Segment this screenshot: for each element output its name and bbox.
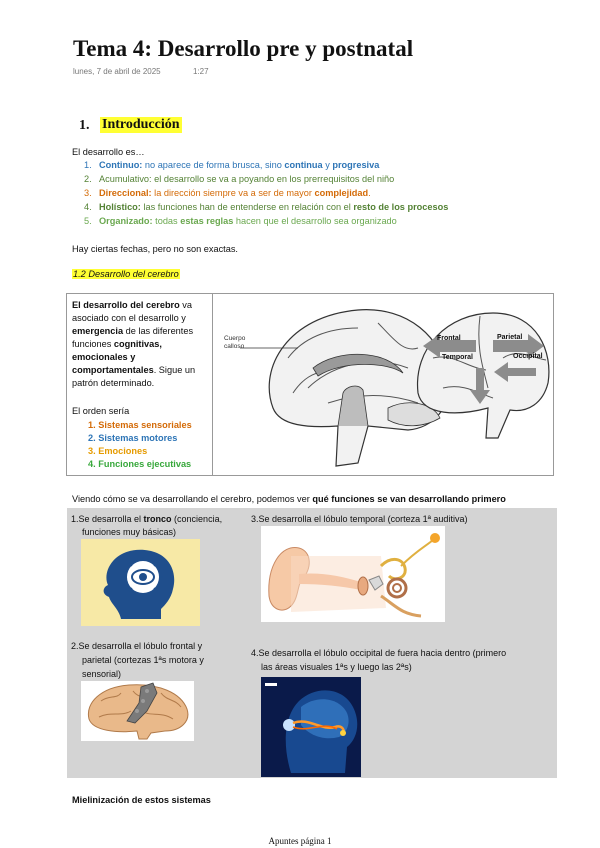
subsection-heading: 1.2 Desarrollo del cerebro <box>73 269 179 279</box>
list-number: 3. <box>84 188 92 198</box>
label-frontal: Frontal <box>437 335 461 342</box>
page-date: lunes, 7 de abril de 2025 <box>73 67 161 76</box>
page-footer: Apuntes página 1 <box>268 836 332 846</box>
page-time: 1:27 <box>193 67 209 76</box>
closing-text: Mielinización de estos sistemas <box>72 795 211 805</box>
list-number: 4. <box>84 202 92 212</box>
list-number: 5. <box>84 216 92 226</box>
step-2-line: parietal (cortezas 1ªs motora y <box>82 655 204 665</box>
list-item: Organizado: todas estas reglas hacen que el desarrollo sea organizado <box>99 216 397 226</box>
step-2-line: sensorial) <box>82 669 122 679</box>
order-item: 3. Emociones <box>88 446 148 456</box>
list-item: Holístico: las funciones han de entenderse en relación con el resto de los procesos <box>99 202 449 212</box>
list-number: 1. <box>84 160 92 170</box>
list-item: Direccional: la dirección siempre va a ser de mayor complejidad. <box>99 188 371 198</box>
list-item: Acumulativo: el desarrollo se va a poyando en los prerrequisitos del niño <box>99 174 395 184</box>
paragraph-line: emergencia de las diferentes <box>72 326 194 336</box>
section-heading: Introducción <box>102 117 180 132</box>
step-4-line: 4.Se desarrolla el lóbulo occipital de fuera hacia dentro (primero <box>251 648 507 658</box>
paragraph-line: emocionales y <box>72 352 136 362</box>
order-item: 2. Sistemas motores <box>88 433 178 443</box>
section-number: 1. <box>79 118 90 133</box>
step-3-line: 3.Se desarrolla el lóbulo temporal (corteza 1ª auditiva) <box>251 514 468 524</box>
brain-side-image <box>81 681 194 741</box>
step-4-line: las áreas visuales 1ªs y luego las 2ªs) <box>261 662 412 672</box>
intro-text: El desarrollo es… <box>72 147 145 157</box>
label-occipital: Occipital <box>513 353 543 360</box>
paragraph-line: comportamentales. Sigue un <box>72 365 196 375</box>
visual-pathway-image <box>261 677 361 777</box>
step-1-line: 1.Se desarrolla el tronco (conciencia, <box>71 514 223 524</box>
page-title: Tema 4: Desarrollo pre y postnatal <box>73 36 414 61</box>
ear-anatomy-image <box>261 526 445 622</box>
order-item: 1. Sistemas sensoriales <box>88 420 192 430</box>
order-item: 4. Funciones ejecutivas <box>88 459 192 469</box>
paragraph-line: patrón determinado. <box>72 378 155 388</box>
lead-text: Viendo cómo se va desarrollando el cerebro, podemos ver qué funciones se van desarrollando primero <box>72 494 506 504</box>
step-2-line: 2.Se desarrolla el lóbulo frontal y <box>71 641 203 651</box>
table-divider <box>212 293 213 476</box>
order-label: El orden sería <box>72 406 130 416</box>
list-number: 2. <box>84 174 92 184</box>
paragraph-line: El desarrollo del cerebro va <box>72 300 193 310</box>
label-parietal: Parietal <box>497 334 523 341</box>
step-1-line: funciones muy básicas) <box>82 527 177 537</box>
list-item: Continuo: no aparece de forma brusca, sino continua y progresiva <box>99 160 380 170</box>
label-corpus-callosum: Cuerpo calloso <box>224 335 246 350</box>
paragraph-line: funciones cognitivas, <box>72 339 162 349</box>
brain-diagram-image <box>218 298 552 473</box>
brainstem-head-image <box>81 539 200 626</box>
paragraph-line: asociado con el desarrollo y <box>72 313 186 323</box>
note-text: Hay ciertas fechas, pero no son exactas. <box>72 244 238 254</box>
label-temporal: Temporal <box>442 354 473 361</box>
